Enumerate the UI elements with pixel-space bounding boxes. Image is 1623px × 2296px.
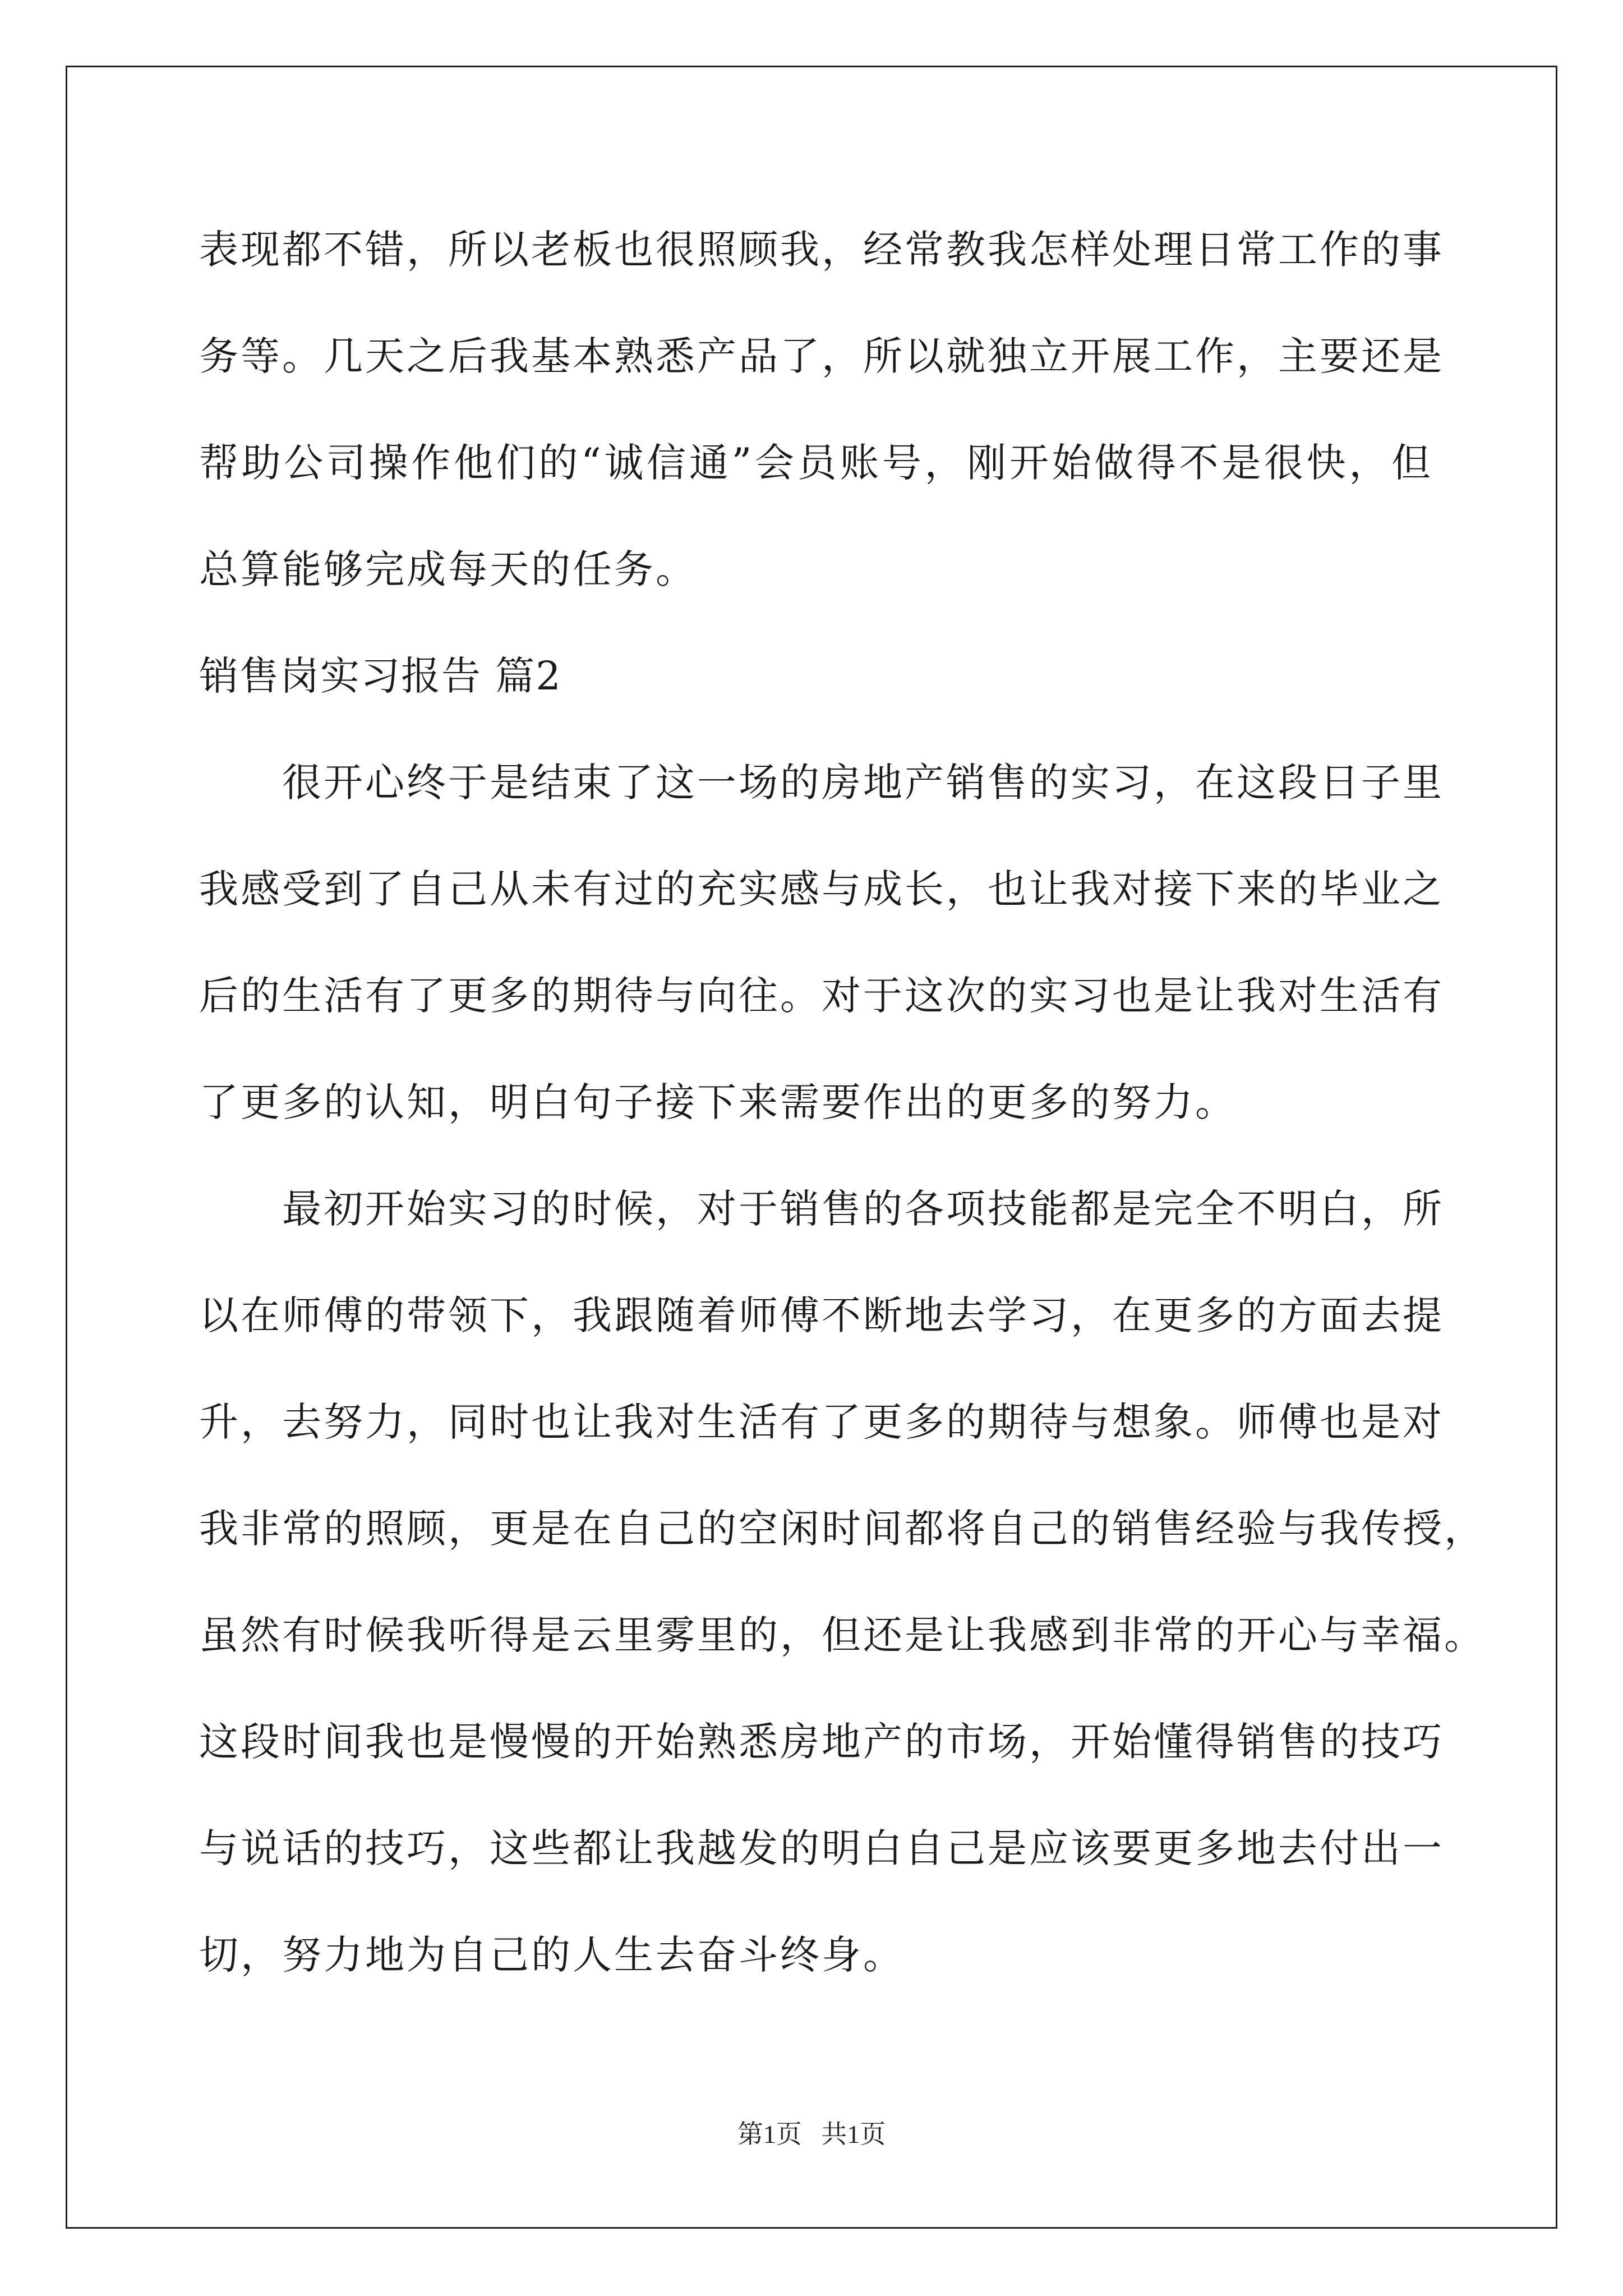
body-line: 后的生活有了更多的期待与向往。对于这次的实习也是让我对生活有 (199, 973, 1444, 1019)
body-line: 表现都不错，所以老板也很照顾我，经常教我怎样处理日常工作的事 (199, 227, 1444, 273)
body-line: 我感受到了自己从未有过的充实感与成长，也让我对接下来的毕业之 (199, 866, 1444, 912)
body-line: 总算能够完成每天的任务。 (199, 546, 697, 592)
body-line: 务等。几天之后我基本熟悉产品了，所以就独立开展工作，主要还是 (199, 333, 1444, 379)
document-body (199, 210, 1486, 2022)
body-line: 与说话的技巧，这些都让我越发的明白自己是应该要更多地去付出一 (199, 1825, 1444, 1871)
section-heading: 销售岗实习报告 篇2 (199, 653, 562, 699)
body-line: 升，去努力，同时也让我对生活有了更多的期待与想象。师傅也是对 (199, 1399, 1444, 1445)
body-line: 帮助公司操作他们的“诚信通”会员账号，刚开始做得不是很快，但 (199, 440, 1433, 486)
body-line: 切，努力地为自己的人生去奋斗终身。 (199, 1932, 905, 1978)
body-line: 了更多的认知，明白句子接下来需要作出的更多的努力。 (199, 1079, 1237, 1125)
page-number: 第1页 共1页 (737, 2120, 886, 2148)
body-line: 虽然有时候我听得是云里雾里的，但还是让我感到非常的开心与幸福。 (199, 1612, 1486, 1658)
paragraph-first-line: 很开心终于是结束了这一场的房地产销售的实习，在这段日子里 (282, 760, 1444, 806)
body-line: 以在师傅的带领下，我跟随着师傅不断地去学习，在更多的方面去提 (199, 1292, 1444, 1338)
body-line: 我非常的照顾，更是在自己的空闲时间都将自己的销售经验与我传授， (199, 1506, 1486, 1552)
paragraph-first-line: 最初开始实习的时候，对于销售的各项技能都是完全不明白，所 (282, 1186, 1444, 1232)
body-line: 这段时间我也是慢慢的开始熟悉房地产的市场，开始懂得销售的技巧 (199, 1719, 1444, 1765)
